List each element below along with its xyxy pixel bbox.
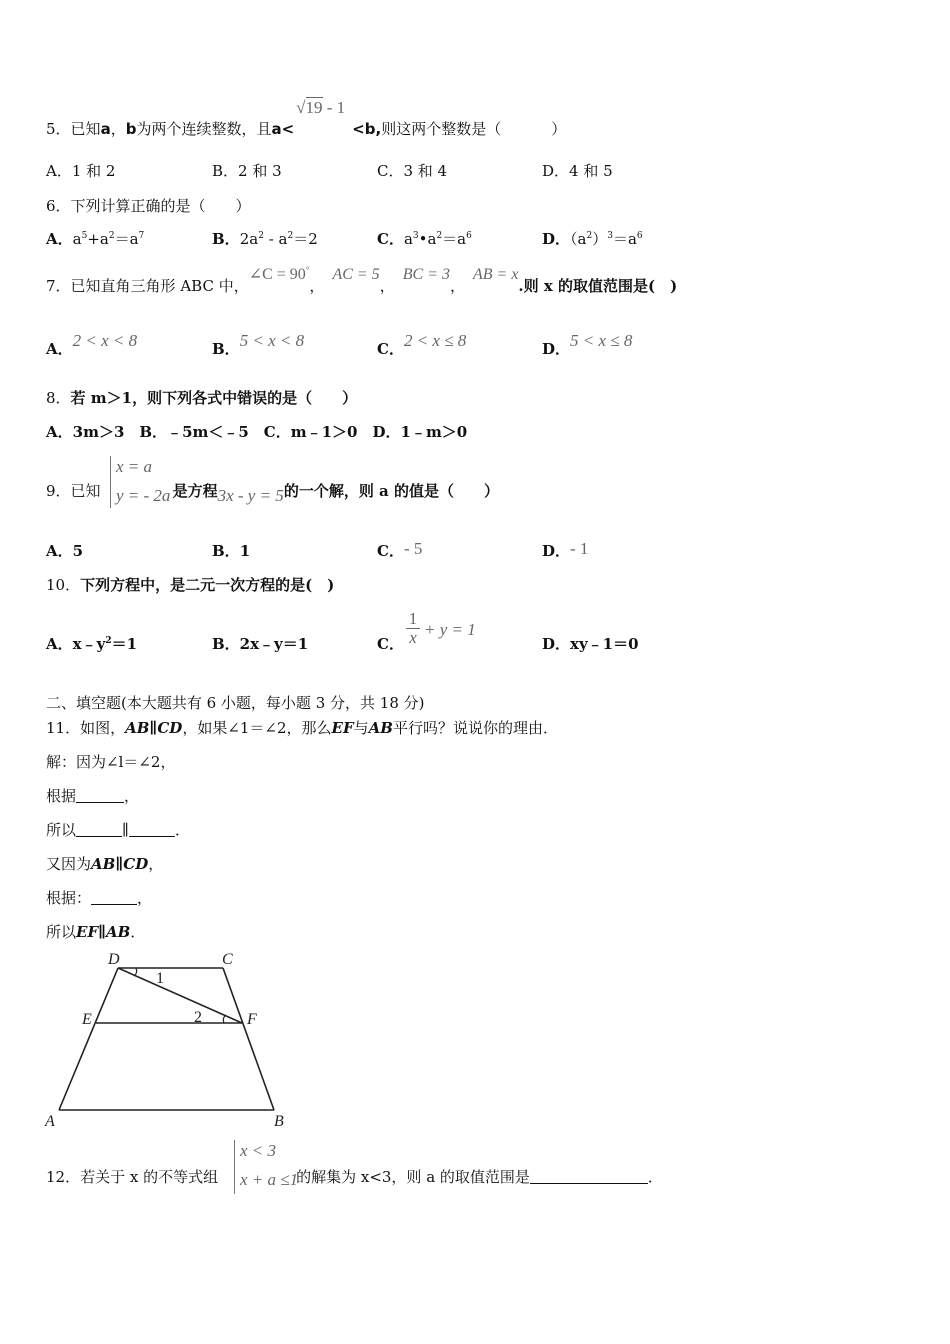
q10-option-a: A．$x﹣y^2=1$ bbox=[46, 635, 138, 653]
q6-stem: 6．下列计算正确的是（ ） bbox=[46, 197, 251, 215]
q10-option-c: C． bbox=[377, 635, 404, 653]
q10-option-c-fraction: 1 x bbox=[406, 610, 420, 647]
q7-option-c: C．2 < x ≤ 8 bbox=[377, 331, 467, 358]
answer-blank[interactable] bbox=[530, 1169, 648, 1184]
q10-option-c-rest: + y = 1 bbox=[424, 620, 476, 639]
q9-option-d: D．- 1 bbox=[542, 539, 589, 560]
q12-system-brace bbox=[234, 1140, 235, 1194]
q5-option-a: A．1 和 2 bbox=[46, 162, 116, 180]
trapezoid-figure bbox=[40, 948, 300, 1134]
answer-blank[interactable] bbox=[76, 822, 122, 837]
segment-bc bbox=[223, 968, 274, 1110]
q7-cond-ac: AC = 5 bbox=[332, 266, 380, 283]
q11-solution-line6: 所以EF∥AB． bbox=[46, 923, 146, 941]
label-angle-1: 1 bbox=[156, 970, 164, 987]
q9-system-brace bbox=[110, 456, 111, 508]
q7-option-d: D．5 < x ≤ 8 bbox=[542, 331, 633, 358]
label-d: D bbox=[108, 951, 120, 968]
q5-option-d: D．4 和 5 bbox=[542, 162, 613, 180]
q9-stem: 9．已知 是方程3x - y = 5的一个解，则 a 的值是（ ） bbox=[46, 482, 499, 505]
q7-cond-angle: ∠C = 90° bbox=[248, 265, 310, 283]
q11-stem: 11．如图，AB∥CD，如果∠1＝∠2，那么EF与AB平行吗？说说你的理由． bbox=[46, 719, 558, 737]
q12-system-ineq1: x < 3 bbox=[240, 1141, 277, 1160]
q12-system-ineq2: x + a ≤1 bbox=[240, 1170, 299, 1189]
label-a: A bbox=[45, 1113, 55, 1130]
q10-option-d: D．xy﹣1＝0 bbox=[542, 635, 639, 653]
q7-stem: 7．已知直角三角形 ABC 中，∠C = 90°，AC = 5，BC = 3，AB = x.则 x 的取值范围是( ) bbox=[46, 265, 678, 295]
q7-cond-bc: BC = 3 bbox=[402, 266, 450, 283]
q6-option-d: D．$(a^2)^3=a^6$ bbox=[542, 230, 643, 248]
q11-solution-line3: 所以 ∥ ． bbox=[46, 821, 190, 839]
segment-df bbox=[118, 968, 242, 1023]
q6-option-c: C．$a^3•a^2=a^6$ bbox=[377, 230, 472, 248]
q11-solution-line4: 又因为AB∥CD， bbox=[46, 855, 164, 873]
q5-stem: 5．已知a，b为两个连续整数，且a< √19 - 1 <b,则这两个整数是（ ） bbox=[46, 98, 567, 138]
q9-option-b: B．1 bbox=[212, 542, 251, 560]
q6-option-b: B．$2a^2 - a^2=2$ bbox=[212, 230, 318, 248]
q5-option-b: B．2 和 3 bbox=[212, 162, 282, 180]
section-2-heading: 二、填空题(本大题共有 6 小题，每小题 3 分，共 18 分) bbox=[46, 694, 425, 712]
label-c: C bbox=[222, 951, 233, 968]
q6-option-a: A．$a^5+a^2=a^7$ bbox=[46, 230, 145, 248]
sqrt-expression: √19 - 1 bbox=[296, 98, 346, 117]
q12-stem: 12．若关于 x 的不等式组 的解集为 x<3，则 a 的取值范围是 ． bbox=[46, 1168, 663, 1186]
q9-system-eq2: y = - 2a bbox=[116, 486, 171, 505]
answer-blank[interactable] bbox=[129, 822, 175, 837]
q8-stem: 8．若 m＞1，则下列各式中错误的是（ ） bbox=[46, 389, 358, 407]
q8-options: A．3m＞3 B．﹣5m＜﹣5 C．m﹣1＞0 D．1﹣m＞0 bbox=[46, 423, 468, 441]
label-e: E bbox=[82, 1011, 92, 1028]
q7-option-a: A．2 < x < 8 bbox=[46, 331, 138, 358]
segment-ad bbox=[59, 968, 118, 1110]
q10-option-b: B．2x﹣y＝1 bbox=[212, 635, 309, 653]
q9-system-eq1: x = a bbox=[116, 457, 153, 476]
q9-option-a: A．5 bbox=[46, 542, 84, 560]
q11-solution-line1: 解：因为∠l＝∠2， bbox=[46, 753, 176, 771]
answer-blank[interactable] bbox=[91, 890, 137, 905]
answer-blank[interactable] bbox=[76, 788, 124, 803]
label-angle-2: 2 bbox=[194, 1009, 202, 1026]
q11-solution-line2: 根据 ， bbox=[46, 787, 140, 805]
q9-option-c: C．- 5 bbox=[377, 539, 423, 560]
q9-equation: 3x - y = 5 bbox=[217, 486, 284, 505]
label-b: B bbox=[274, 1113, 284, 1130]
q11-solution-line5: 根据： ， bbox=[46, 889, 153, 907]
q10-stem: 10．下列方程中，是二元一次方程的是( ) bbox=[46, 576, 335, 594]
q7-cond-ab: AB = x bbox=[472, 266, 519, 283]
label-f: F bbox=[247, 1011, 257, 1028]
q5-option-c: C．3 和 4 bbox=[377, 162, 448, 180]
q7-option-b: B．5 < x < 8 bbox=[212, 331, 305, 358]
